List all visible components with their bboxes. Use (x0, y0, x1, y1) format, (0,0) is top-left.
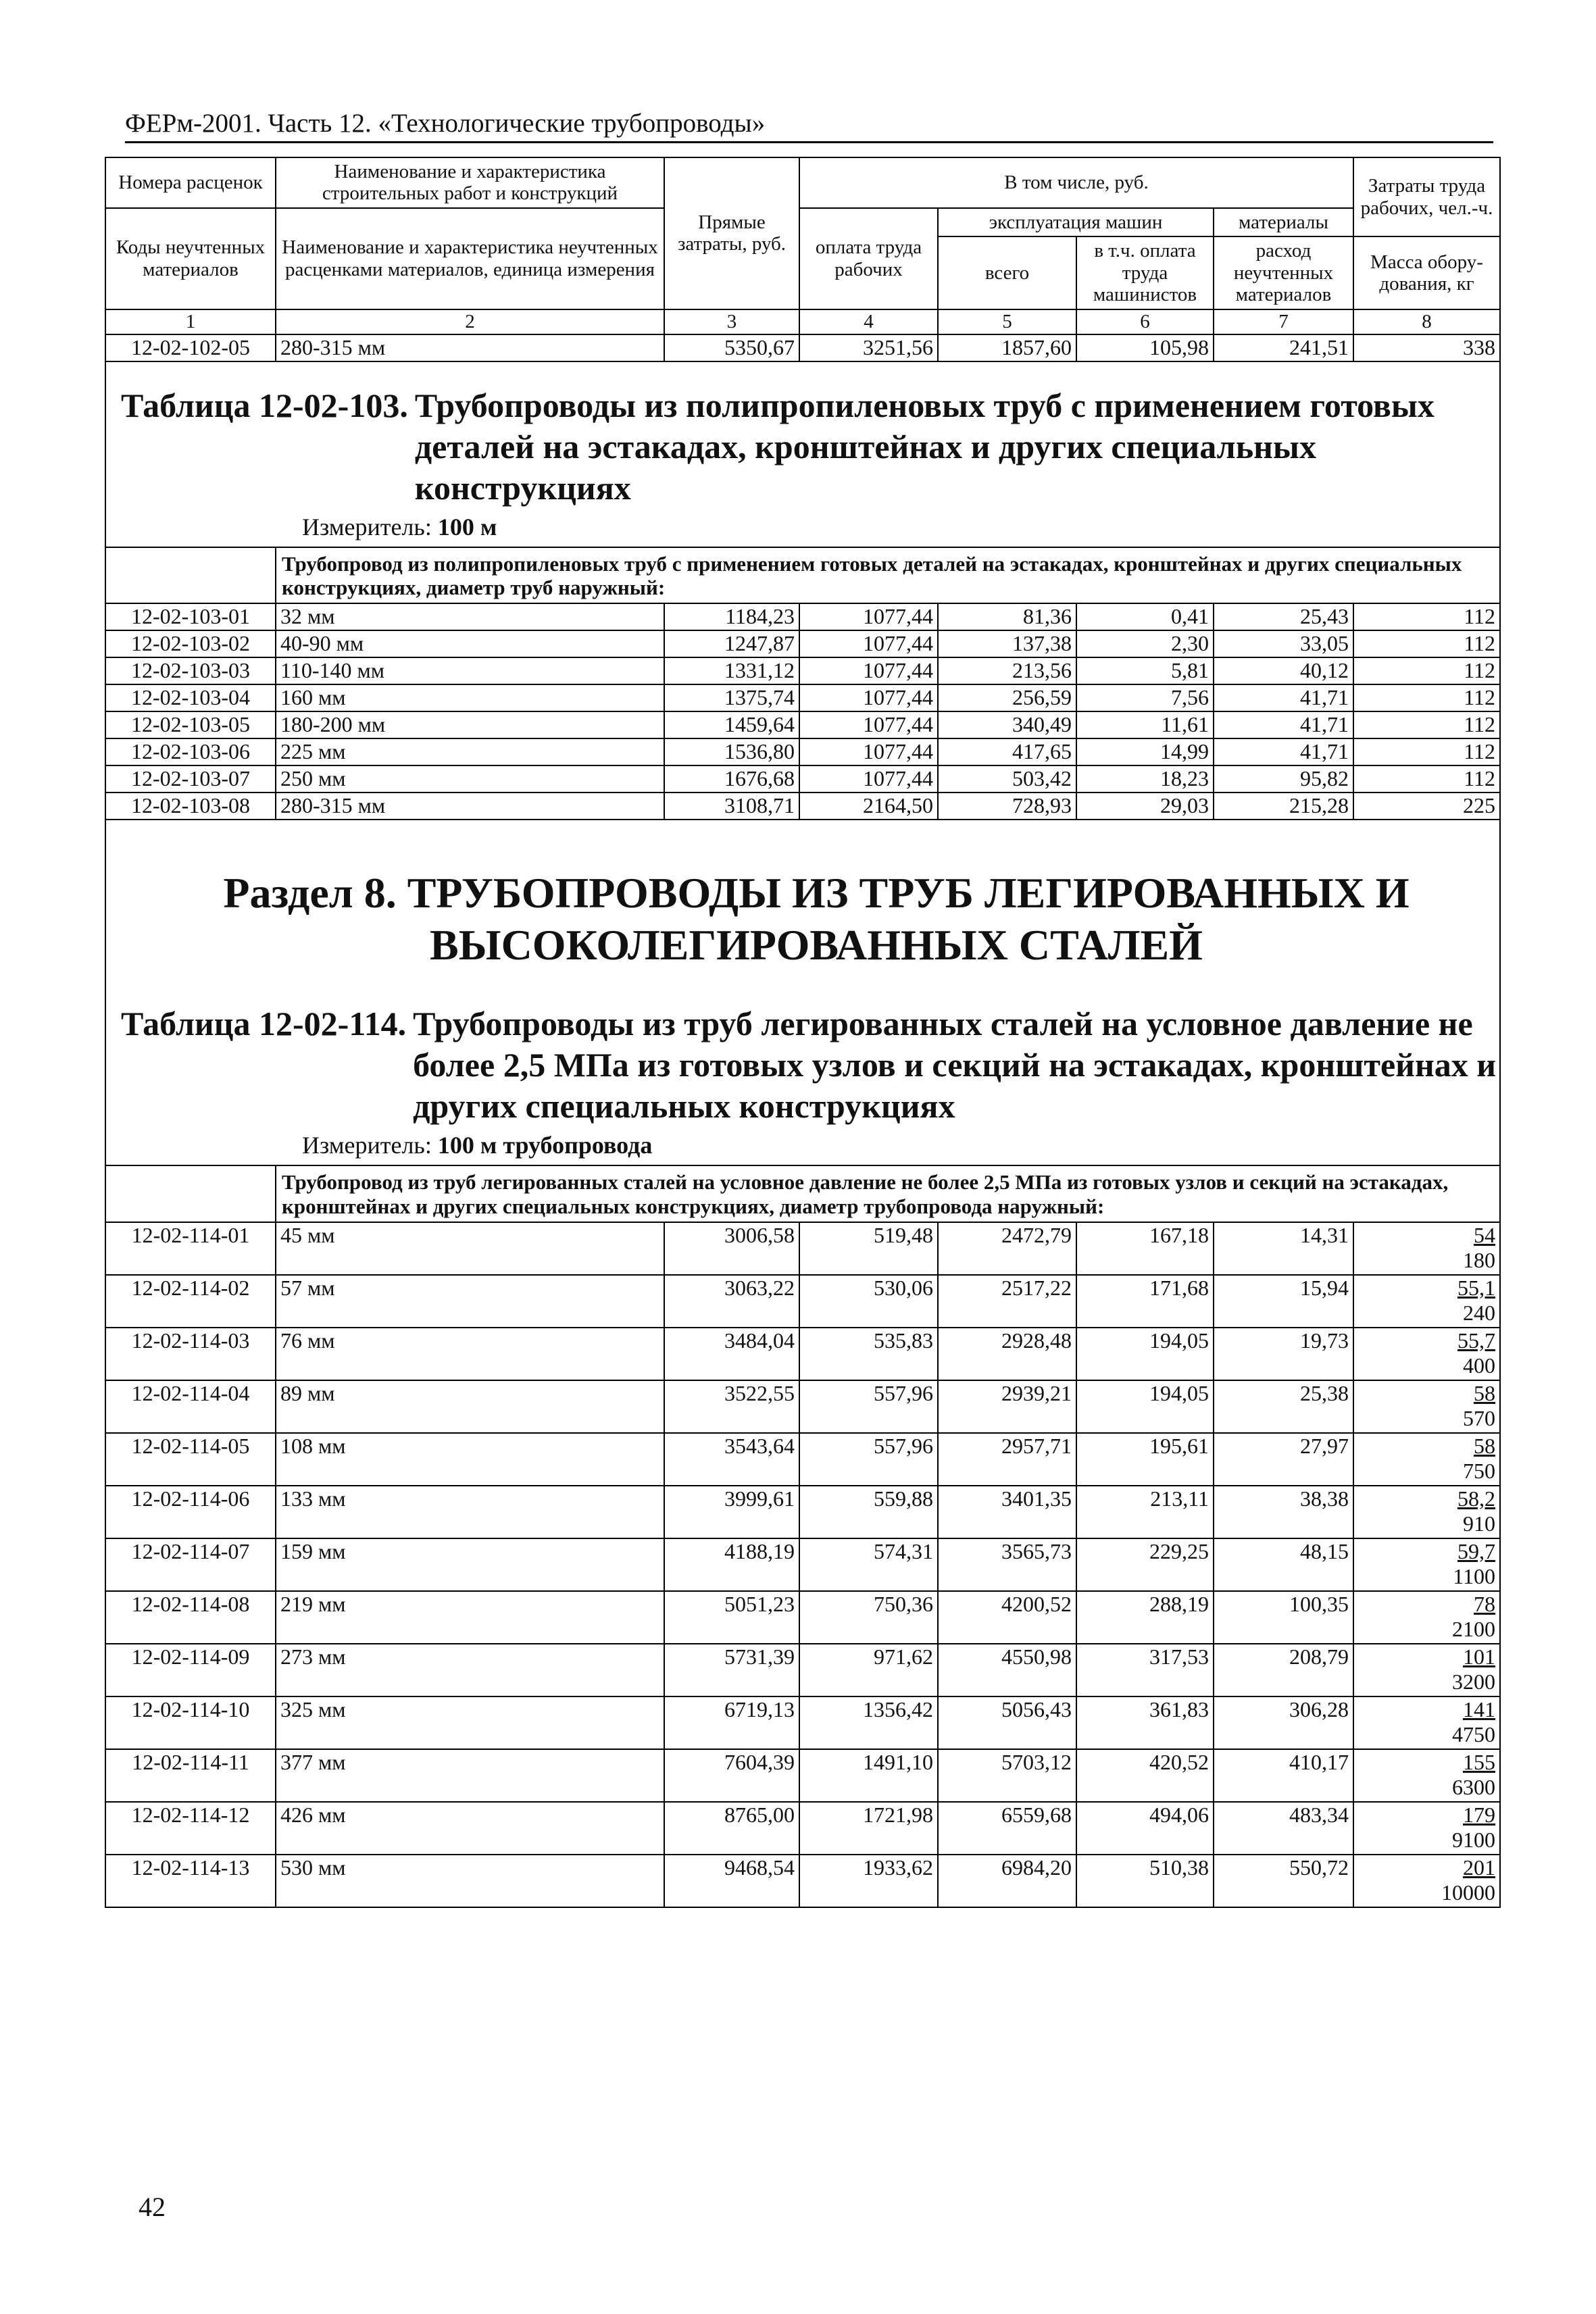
col-num-1: 1 (105, 309, 276, 334)
labor-hours: 55,1 (1457, 1275, 1495, 1300)
rate-code: 12-02-103-06 (105, 738, 276, 765)
table-row (105, 1222, 1500, 1275)
rate-name: 45 мм (276, 1222, 664, 1275)
rate-name: 325 мм (276, 1696, 664, 1749)
labor-hours: 338 (1353, 334, 1500, 361)
col-num-5: 5 (938, 309, 1076, 334)
labor-hours: 112 (1353, 630, 1500, 657)
labor-and-mass (1353, 1486, 1500, 1538)
labor-and-mass (1353, 1802, 1500, 1855)
materials-cost: 41,71 (1214, 711, 1353, 738)
rate-code: 12-02-114-13 (105, 1855, 276, 1907)
direct-costs: 7604,39 (664, 1749, 799, 1802)
rate-code: 12-02-103-08 (105, 793, 276, 820)
machines-total: 213,56 (938, 657, 1076, 684)
table103-title (106, 362, 1499, 509)
table-row (105, 738, 1500, 765)
direct-costs: 3108,71 (664, 793, 799, 820)
machines-total: 2517,22 (938, 1275, 1076, 1328)
labor-pay: 1721,98 (799, 1802, 938, 1855)
table-row (105, 1591, 1500, 1644)
col-including: В том числе, руб. (799, 157, 1353, 208)
labor-pay: 1077,44 (799, 630, 938, 657)
machinist-pay: 105,98 (1076, 334, 1214, 361)
machinist-pay: 494,06 (1076, 1802, 1214, 1855)
labor-hours: 55,7 (1457, 1328, 1495, 1353)
machines-total: 2957,71 (938, 1433, 1076, 1486)
rate-code: 12-02-114-03 (105, 1328, 276, 1380)
machinist-pay: 229,25 (1076, 1538, 1214, 1591)
labor-and-mass (1353, 1591, 1500, 1644)
col-num-8: 8 (1353, 309, 1500, 334)
direct-costs: 9468,54 (664, 1855, 799, 1907)
labor-hours: 78 (1474, 1591, 1495, 1616)
meter-label: Измеритель: (302, 513, 432, 540)
labor-and-mass (1353, 1433, 1500, 1486)
col-machinist-pay: в т.ч. оплата труда машинистов (1076, 236, 1214, 309)
table103-caption-row (105, 361, 1500, 547)
direct-costs: 3484,04 (664, 1328, 799, 1380)
table-row (105, 1644, 1500, 1696)
equipment-mass: 4750 (1452, 1721, 1495, 1746)
rate-name: 280-315 мм (276, 793, 664, 820)
labor-hours: 112 (1353, 684, 1500, 711)
meter-label: Измеритель: (302, 1132, 432, 1159)
labor-and-mass (1353, 1380, 1500, 1433)
table103-text: Трубопроводы из полипропиленовых труб с применением готовых деталей на эстакадах, кронштейнах и других специальных конструкциях (414, 386, 1435, 507)
labor-hours: 112 (1353, 657, 1500, 684)
labor-pay: 1077,44 (799, 765, 938, 793)
rate-name: 377 мм (276, 1749, 664, 1802)
machinist-pay: 29,03 (1076, 793, 1214, 820)
rate-name: 250 мм (276, 765, 664, 793)
machines-total: 1857,60 (938, 334, 1076, 361)
machines-total: 2472,79 (938, 1222, 1076, 1275)
equipment-mass: 6300 (1452, 1774, 1495, 1799)
table103-subheading: Трубопровод из полипропиленовых труб с применением готовых деталей на эстакадах, кронштейнах и других специальных конструкциях, диаметр труб наружный: (276, 547, 1500, 603)
rate-code: 12-02-114-08 (105, 1591, 276, 1644)
col-num-7: 7 (1214, 309, 1353, 334)
materials-cost: 15,94 (1214, 1275, 1353, 1328)
table-row (105, 793, 1500, 820)
labor-and-mass (1353, 1538, 1500, 1591)
machinist-pay: 2,30 (1076, 630, 1214, 657)
materials-cost: 48,15 (1214, 1538, 1353, 1591)
machines-total: 137,38 (938, 630, 1076, 657)
machinist-pay: 288,19 (1076, 1591, 1214, 1644)
table-row (105, 1749, 1500, 1802)
direct-costs: 1184,23 (664, 603, 799, 630)
machines-total: 2939,21 (938, 1380, 1076, 1433)
table114-label: Таблица 12-02-114. (121, 1005, 407, 1043)
labor-hours: 101 (1463, 1644, 1495, 1669)
machinist-pay: 194,05 (1076, 1380, 1214, 1433)
rate-code: 12-02-114-02 (105, 1275, 276, 1328)
rate-code: 12-02-114-09 (105, 1644, 276, 1696)
direct-costs: 3006,58 (664, 1222, 799, 1275)
labor-pay: 1077,44 (799, 657, 938, 684)
table-row (105, 1328, 1500, 1380)
materials-cost: 550,72 (1214, 1855, 1353, 1907)
direct-costs: 3999,61 (664, 1486, 799, 1538)
direct-costs: 5350,67 (664, 334, 799, 361)
machinist-pay: 213,11 (1076, 1486, 1214, 1538)
table-row (105, 1433, 1500, 1486)
rate-name: 76 мм (276, 1328, 664, 1380)
materials-cost: 95,82 (1214, 765, 1353, 793)
rate-name: 32 мм (276, 603, 664, 630)
rate-name: 108 мм (276, 1433, 664, 1486)
col-num-3: 3 (664, 309, 799, 334)
col-num-6: 6 (1076, 309, 1214, 334)
rate-name: 530 мм (276, 1855, 664, 1907)
labor-pay: 1356,42 (799, 1696, 938, 1749)
labor-and-mass (1353, 1644, 1500, 1696)
materials-cost: 410,17 (1214, 1749, 1353, 1802)
materials-cost: 25,43 (1214, 603, 1353, 630)
direct-costs: 1676,68 (664, 765, 799, 793)
labor-pay: 557,96 (799, 1433, 938, 1486)
labor-hours: 112 (1353, 711, 1500, 738)
labor-hours: 112 (1353, 738, 1500, 765)
page-header: ФЕРм-2001. Часть 12. «Технологические трубопроводы» (125, 108, 1493, 143)
machines-total: 4550,98 (938, 1644, 1076, 1696)
table-row (105, 1538, 1500, 1591)
labor-hours: 58 (1474, 1380, 1495, 1405)
labor-pay: 559,88 (799, 1486, 938, 1538)
col-name-material: Наименование и характеристика неучтенных расценками материалов, единица измерения (276, 208, 664, 309)
labor-pay: 557,96 (799, 1380, 938, 1433)
labor-pay: 1933,62 (799, 1855, 938, 1907)
materials-cost: 483,34 (1214, 1802, 1353, 1855)
rate-name: 40-90 мм (276, 630, 664, 657)
table114-rows (105, 1222, 1500, 1907)
materials-cost: 40,12 (1214, 657, 1353, 684)
labor-pay: 3251,56 (799, 334, 938, 361)
col-machines: эксплуатация машин (938, 208, 1214, 236)
labor-and-mass (1353, 1855, 1500, 1907)
table114-meter (106, 1127, 1499, 1165)
rate-name: 225 мм (276, 738, 664, 765)
section-title: Раздел 8. ТРУБОПРОВОДЫ ИЗ ТРУБ ЛЕГИРОВАННЫХ И ВЫСОКОЛЕГИРОВАННЫХ СТАЛЕЙ (223, 868, 1410, 969)
rate-name: 159 мм (276, 1538, 664, 1591)
rates-table (105, 157, 1501, 1908)
meter-value: 100 м (437, 513, 497, 540)
rate-code: 12-02-103-01 (105, 603, 276, 630)
rate-name: 180-200 мм (276, 711, 664, 738)
rate-code: 12-02-114-04 (105, 1380, 276, 1433)
direct-costs: 4188,19 (664, 1538, 799, 1591)
machinist-pay: 194,05 (1076, 1328, 1214, 1380)
rate-name: 273 мм (276, 1644, 664, 1696)
labor-pay: 1491,10 (799, 1749, 938, 1802)
equipment-mass: 570 (1463, 1405, 1495, 1430)
labor-and-mass (1353, 1275, 1500, 1328)
rate-code: 12-02-114-05 (105, 1433, 276, 1486)
direct-costs: 1247,87 (664, 630, 799, 657)
table103-label: Таблица 12-02-103. (121, 386, 408, 424)
rate-code: 12-02-103-03 (105, 657, 276, 684)
labor-pay: 750,36 (799, 1591, 938, 1644)
materials-cost: 215,28 (1214, 793, 1353, 820)
rate-name: 89 мм (276, 1380, 664, 1433)
machinist-pay: 5,81 (1076, 657, 1214, 684)
rate-name: 57 мм (276, 1275, 664, 1328)
equipment-mass: 10000 (1441, 1880, 1495, 1905)
machines-total: 503,42 (938, 765, 1076, 793)
labor-hours: 112 (1353, 765, 1500, 793)
table103-rows (105, 603, 1500, 820)
table-row (105, 1802, 1500, 1855)
labor-hours: 59,7 (1457, 1538, 1495, 1563)
equipment-mass: 750 (1463, 1458, 1495, 1483)
direct-costs: 6719,13 (664, 1696, 799, 1749)
table-row (105, 630, 1500, 657)
column-numbers-row (105, 309, 1500, 334)
rate-code: 12-02-103-05 (105, 711, 276, 738)
machinist-pay: 14,99 (1076, 738, 1214, 765)
table-row (105, 1486, 1500, 1538)
materials-cost: 38,38 (1214, 1486, 1353, 1538)
equipment-mass: 910 (1463, 1511, 1495, 1536)
machines-total: 5703,12 (938, 1749, 1076, 1802)
machines-total: 4200,52 (938, 1591, 1076, 1644)
labor-hours: 201 (1463, 1855, 1495, 1880)
materials-cost: 208,79 (1214, 1644, 1353, 1696)
labor-pay: 574,31 (799, 1538, 938, 1591)
labor-hours: 225 (1353, 793, 1500, 820)
materials-cost: 33,05 (1214, 630, 1353, 657)
labor-hours: 155 (1463, 1749, 1495, 1774)
direct-costs: 1459,64 (664, 711, 799, 738)
rate-code: 12-02-114-06 (105, 1486, 276, 1538)
materials-cost: 41,71 (1214, 684, 1353, 711)
materials-cost: 25,38 (1214, 1380, 1353, 1433)
table-row (105, 684, 1500, 711)
materials-cost: 306,28 (1214, 1696, 1353, 1749)
col-labor-pay: оплата труда рабочих (799, 208, 938, 309)
equipment-mass: 240 (1463, 1300, 1495, 1325)
machines-total: 256,59 (938, 684, 1076, 711)
labor-hours: 58,2 (1457, 1486, 1495, 1511)
table114-title (106, 998, 1499, 1127)
machinist-pay: 167,18 (1076, 1222, 1214, 1275)
machines-total: 6984,20 (938, 1855, 1076, 1907)
direct-costs: 3522,55 (664, 1380, 799, 1433)
labor-and-mass (1353, 1222, 1500, 1275)
table114-subheading-row (105, 1165, 1500, 1222)
document-content (105, 157, 1499, 1908)
col-total: всего (938, 236, 1076, 309)
machines-total: 2928,48 (938, 1328, 1076, 1380)
table-row (105, 1696, 1500, 1749)
labor-pay: 1077,44 (799, 603, 938, 630)
machinist-pay: 361,83 (1076, 1696, 1214, 1749)
table114-text: Трубопроводы из труб легированных сталей на условное давление не более 2,5 МПа из готовых узлов и секций на эстакадах, кронштейнах и других специальных конструкциях (413, 1005, 1497, 1126)
table-row (105, 1380, 1500, 1433)
labor-and-mass (1353, 1696, 1500, 1749)
machines-total: 728,93 (938, 793, 1076, 820)
equipment-mass: 9100 (1452, 1827, 1495, 1852)
rate-name: 219 мм (276, 1591, 664, 1644)
rate-code: 12-02-103-07 (105, 765, 276, 793)
section-row (105, 820, 1500, 1166)
table-row (105, 657, 1500, 684)
labor-pay: 1077,44 (799, 738, 938, 765)
page-number: 42 (139, 2192, 166, 2222)
labor-hours: 112 (1353, 603, 1500, 630)
machinist-pay: 7,56 (1076, 684, 1214, 711)
equipment-mass: 2100 (1452, 1616, 1495, 1641)
rate-code: 12-02-114-07 (105, 1538, 276, 1591)
materials-cost: 241,51 (1214, 334, 1353, 361)
materials-cost: 14,31 (1214, 1222, 1353, 1275)
machines-total: 417,65 (938, 738, 1076, 765)
col-equipment-mass: Масса обору-дования, кг (1353, 236, 1500, 309)
machines-total: 81,36 (938, 603, 1076, 630)
machinist-pay: 18,23 (1076, 765, 1214, 793)
col-material-use: расход неучтенных материалов (1214, 236, 1353, 309)
labor-pay: 971,62 (799, 1644, 938, 1696)
col-direct-costs: Прямые затраты, руб. (664, 157, 799, 309)
materials-cost: 41,71 (1214, 738, 1353, 765)
machines-total: 3565,73 (938, 1538, 1076, 1591)
table-row (105, 603, 1500, 630)
rate-code: 12-02-114-10 (105, 1696, 276, 1749)
labor-pay: 535,83 (799, 1328, 938, 1380)
labor-pay: 519,48 (799, 1222, 938, 1275)
rate-code: 12-02-114-11 (105, 1749, 276, 1802)
header-row-1 (105, 157, 1500, 208)
machines-total: 5056,43 (938, 1696, 1076, 1749)
direct-costs: 1331,12 (664, 657, 799, 684)
equipment-mass: 3200 (1452, 1669, 1495, 1694)
machines-total: 6559,68 (938, 1802, 1076, 1855)
rate-name: 133 мм (276, 1486, 664, 1538)
col-codes: Коды неучтенных материалов (105, 208, 276, 309)
labor-hours: 179 (1463, 1802, 1495, 1827)
materials-cost: 100,35 (1214, 1591, 1353, 1644)
col-num-4: 4 (799, 309, 938, 334)
col-labor-costs: Затраты труда рабочих, чел.-ч. (1353, 157, 1500, 236)
rate-name: 160 мм (276, 684, 664, 711)
direct-costs: 3063,22 (664, 1275, 799, 1328)
rate-code: 12-02-103-04 (105, 684, 276, 711)
table103-meter (106, 509, 1499, 547)
machinist-pay: 171,68 (1076, 1275, 1214, 1328)
labor-and-mass (1353, 1749, 1500, 1802)
machinist-pay: 317,53 (1076, 1644, 1214, 1696)
col-num-2: 2 (276, 309, 664, 334)
rate-code: 12-02-103-02 (105, 630, 276, 657)
meter-value: 100 м трубопровода (437, 1132, 653, 1159)
rate-name: 110-140 мм (276, 657, 664, 684)
direct-costs: 8765,00 (664, 1802, 799, 1855)
equipment-mass: 400 (1463, 1353, 1495, 1378)
direct-costs: 1536,80 (664, 738, 799, 765)
machinist-pay: 11,61 (1076, 711, 1214, 738)
table114-subheading: Трубопровод из труб легированных сталей на условное давление не более 2,5 МПа из готовых узлов и секций на эстакадах, кронштейнах и других специальных конструкциях, диаметр трубопровода наружный: (276, 1165, 1500, 1222)
labor-hours: 54 (1474, 1222, 1495, 1247)
col-materials: материалы (1214, 208, 1353, 236)
rate-name: 280-315 мм (276, 334, 664, 361)
equipment-mass: 1100 (1453, 1563, 1495, 1588)
table-row (105, 334, 1500, 361)
col-number: Номера расценок (105, 157, 276, 208)
machines-total: 3401,35 (938, 1486, 1076, 1538)
labor-pay: 1077,44 (799, 711, 938, 738)
table-row (105, 765, 1500, 793)
machinist-pay: 0,41 (1076, 603, 1214, 630)
header-row-2 (105, 208, 1500, 236)
table-row (105, 1275, 1500, 1328)
machinist-pay: 195,61 (1076, 1433, 1214, 1486)
materials-cost: 27,97 (1214, 1433, 1353, 1486)
equipment-mass: 180 (1463, 1247, 1495, 1272)
col-name-work: Наименование и характеристика строительных работ и конструкций (276, 157, 664, 208)
labor-pay: 2164,50 (799, 793, 938, 820)
direct-costs: 1375,74 (664, 684, 799, 711)
table-row (105, 711, 1500, 738)
table103-subheading-row (105, 547, 1500, 603)
rate-code: 12-02-114-12 (105, 1802, 276, 1855)
labor-pay: 1077,44 (799, 684, 938, 711)
machinist-pay: 510,38 (1076, 1855, 1214, 1907)
direct-costs: 5051,23 (664, 1591, 799, 1644)
labor-and-mass (1353, 1328, 1500, 1380)
rate-code: 12-02-114-01 (105, 1222, 276, 1275)
rate-name: 426 мм (276, 1802, 664, 1855)
labor-hours: 58 (1474, 1433, 1495, 1458)
materials-cost: 19,73 (1214, 1328, 1353, 1380)
labor-pay: 530,06 (799, 1275, 938, 1328)
table-row (105, 1855, 1500, 1907)
direct-costs: 3543,64 (664, 1433, 799, 1486)
machinist-pay: 420,52 (1076, 1749, 1214, 1802)
rate-code: 12-02-102-05 (105, 334, 276, 361)
direct-costs: 5731,39 (664, 1644, 799, 1696)
machines-total: 340,49 (938, 711, 1076, 738)
labor-hours: 141 (1463, 1696, 1495, 1721)
